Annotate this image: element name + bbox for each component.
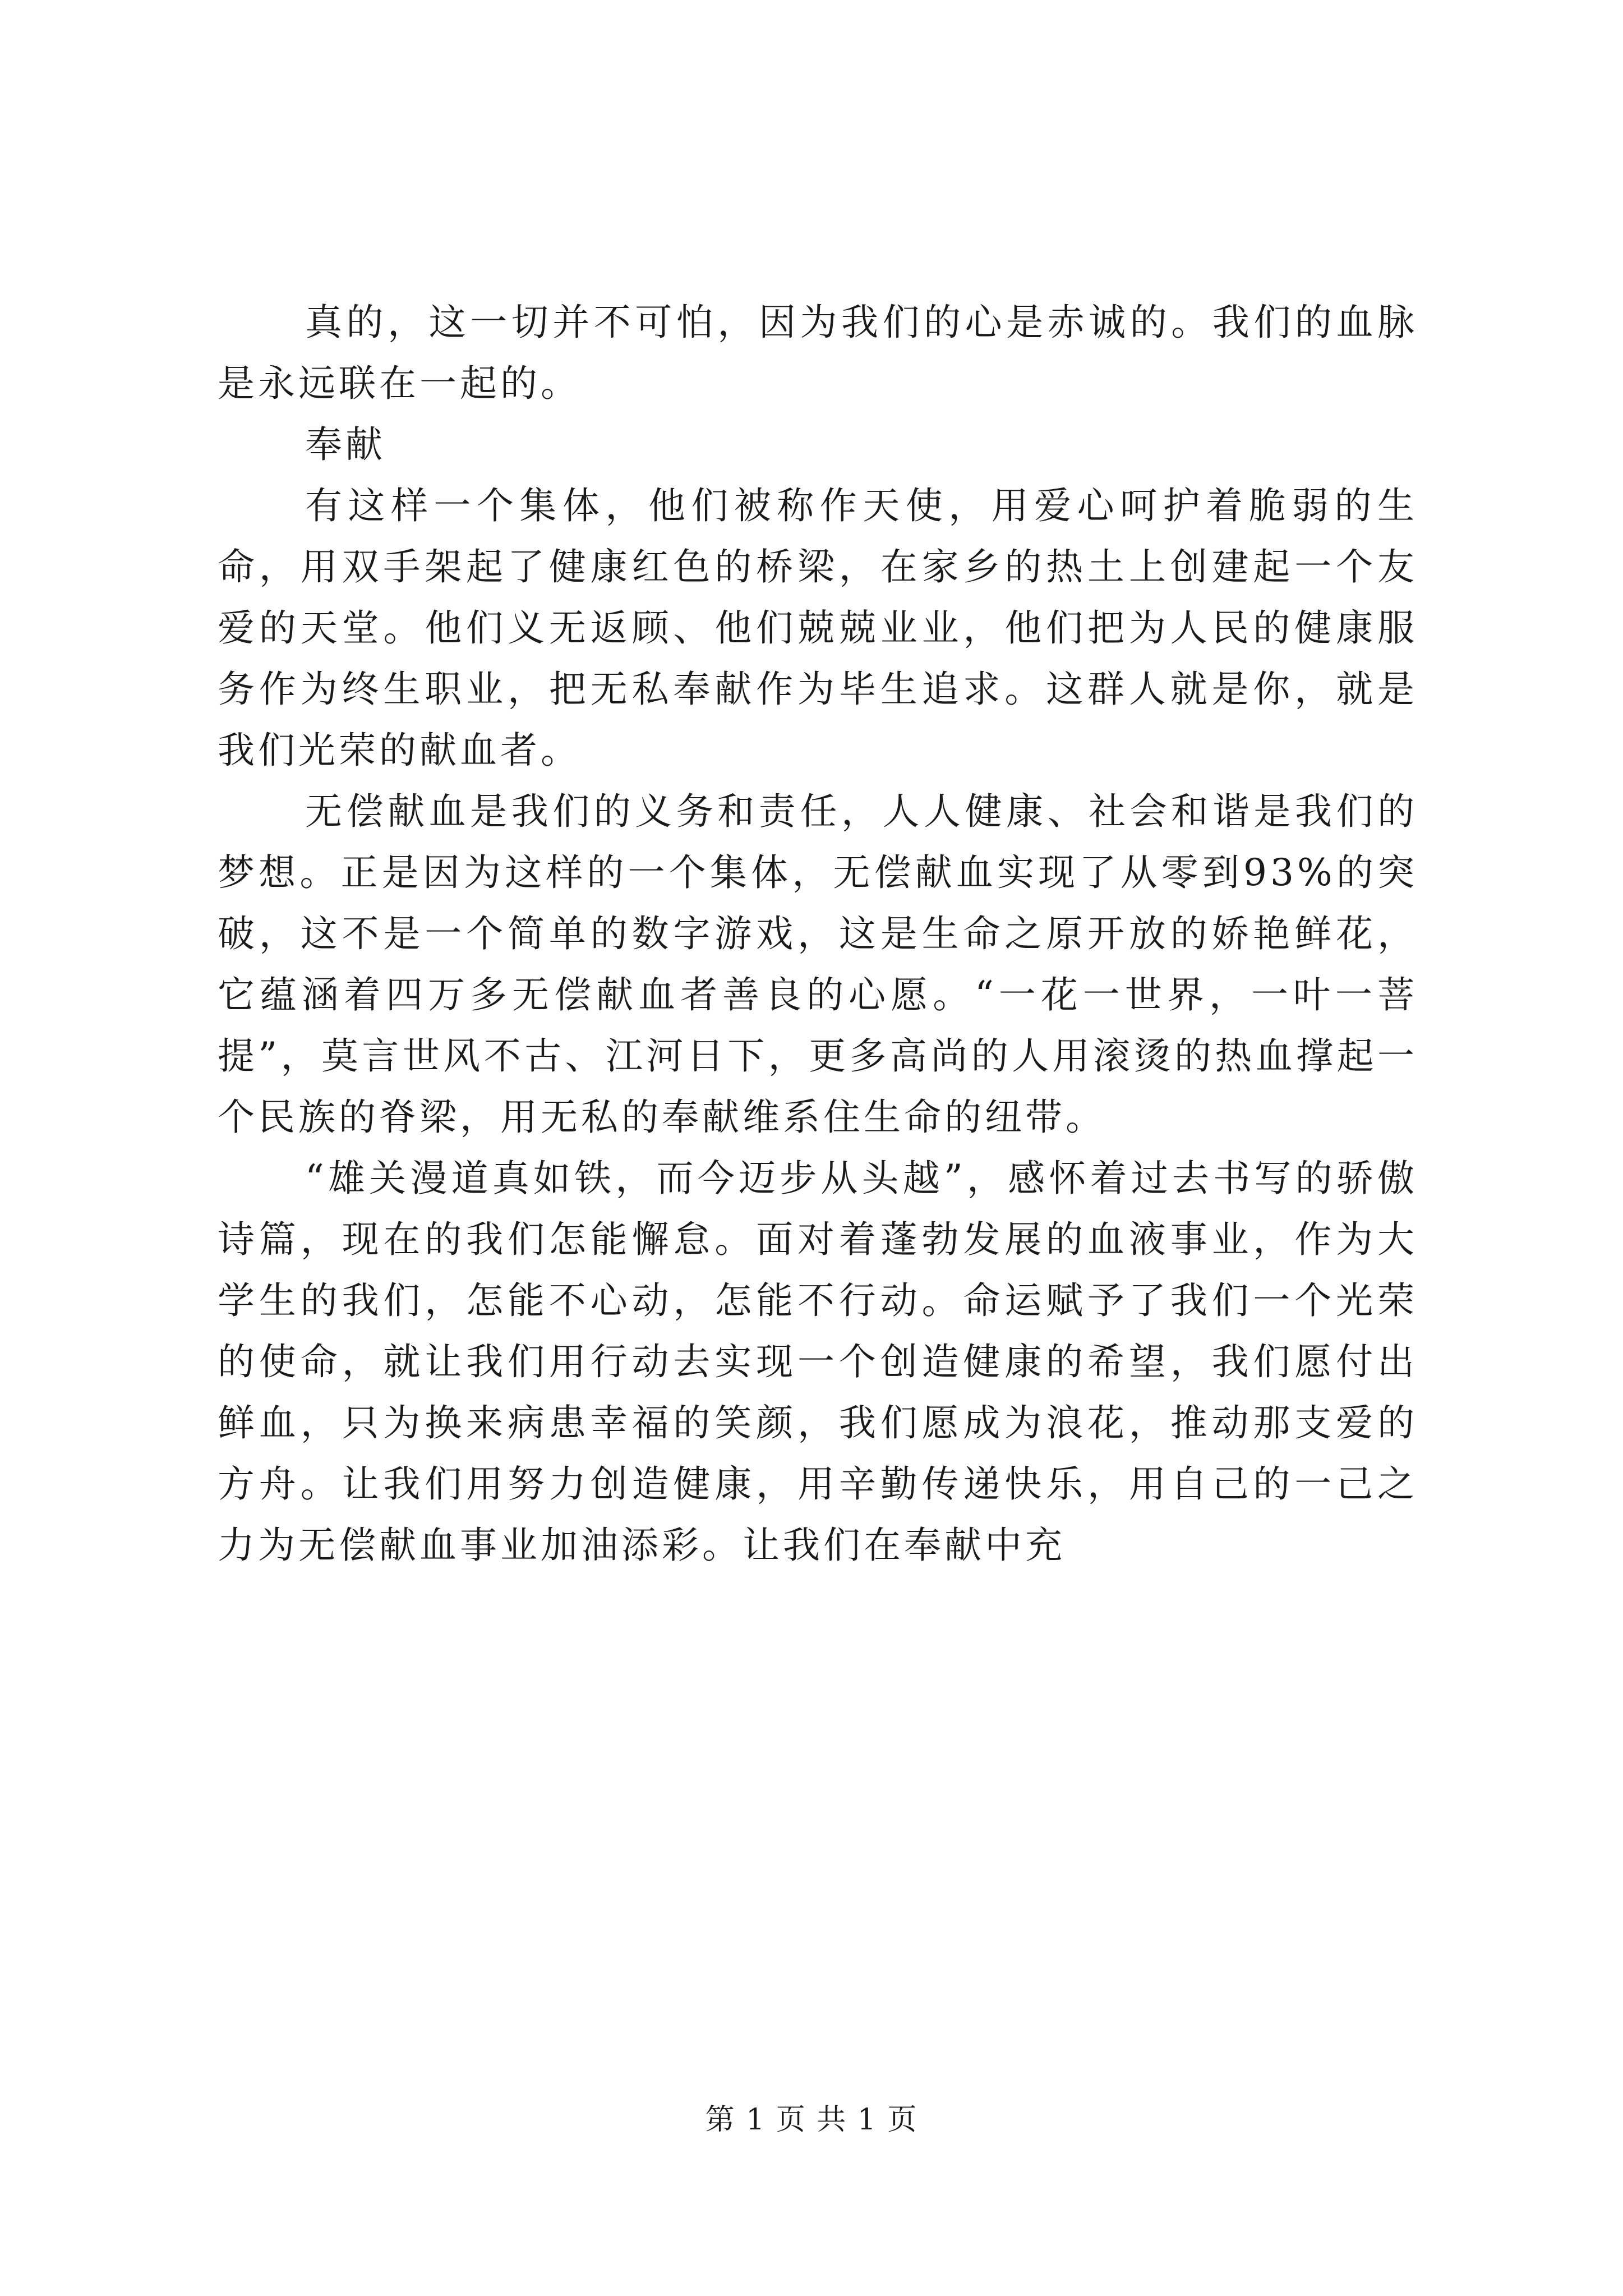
page-footer: 第 1 页 共 1 页 [705,2103,918,2137]
paragraph-1: 真的，这一切并不可怕，因为我们的心是赤诚的。我们的血脉是永远联在一起的。 [218,301,1418,405]
paragraph-4: “雄关漫道真如铁，而今迈步从头越”，感怀着过去书写的骄傲诗篇，现在的我们怎能懈怠。面对着蓬勃发展的血液事业，作为大学生的我们，怎能不心动，怎能不行动。命运赋予了我们一个光荣的使命，就让我们用行动去实现一个创造健康的希望，我们愿付出鲜血，只为换来病患幸福的笑颜，我们愿成为浪花，推动那支爱的方舟。让我们用努力创造健康，用辛勤传递快乐，用自己的一己之力为无偿献血事业加油添彩。让我们在奉献中充 [218,1157,1418,1567]
paragraph-2: 有这样一个集体，他们被称作天使，用爱心呵护着脆弱的生命，用双手架起了健康红色的桥梁，在家乡的热土上创建起一个友爱的天堂。他们义无返顾、他们兢兢业业，他们把为人民的健康服务作为终生职业，把无私奉献作为毕生追求。这群人就是你，就是我们光荣的献血者。 [218,484,1418,772]
paragraph-3: 无偿献血是我们的义务和责任，人人健康、社会和谐是我们的梦想。正是因为这样的一个集体，无偿献血实现了从零到93%的突破，这不是一个简单的数字游戏，这是生命之原开放的娇艳鲜花，它蕴涵着四万多无偿献血者善良的心愿。“一花一世界，一叶一菩提”，莫言世风不古、江河日下，更多高尚的人用滚烫的热血撑起一个民族的脊梁，用无私的奉献维系住生命的纽带。 [218,790,1418,1139]
section-heading: 奉献 [305,423,386,466]
document-body [218,292,1418,1576]
